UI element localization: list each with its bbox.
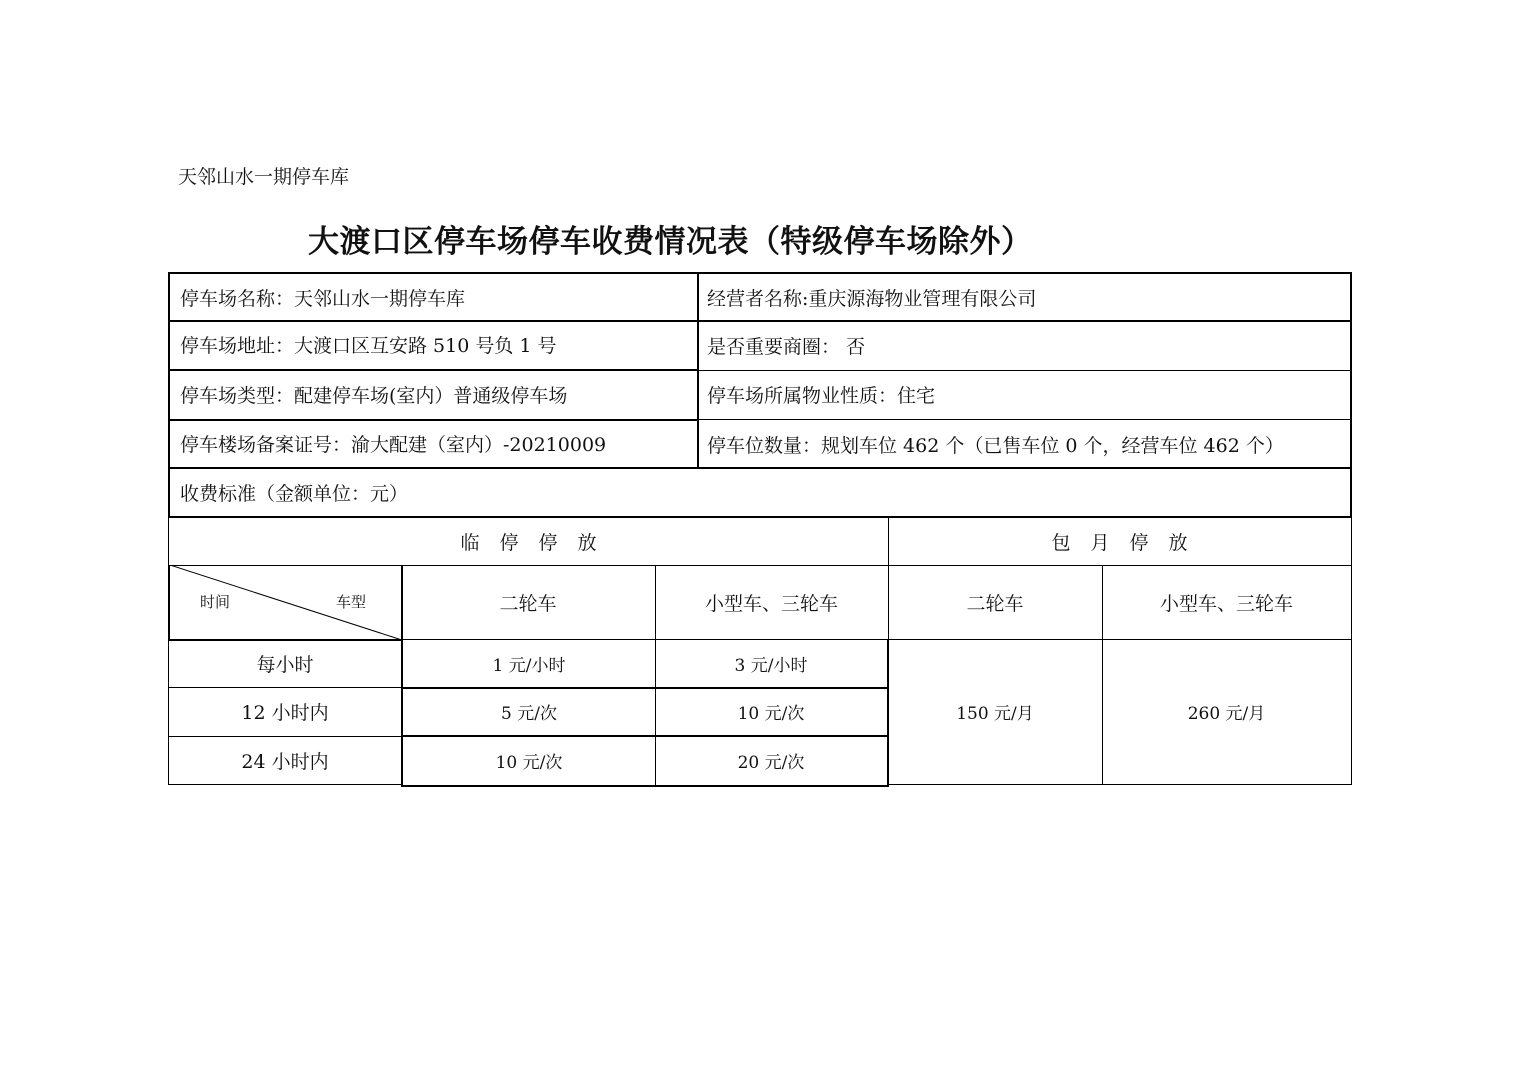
filing-number-cell: 停车楼场备案证号：渝大配建（室内）-20210009 — [168, 419, 699, 469]
row-label-24-hours: 24 小时内 — [168, 736, 402, 785]
corner-vehicle-type-label: 车型 — [336, 593, 367, 611]
monthly-header-char: 包 — [1051, 532, 1071, 554]
monthly-parking-header — [888, 518, 1352, 566]
temporary-header-char: 停 — [499, 532, 519, 554]
col-header-monthly-small-car: 小型车、三轮车 — [1102, 565, 1352, 640]
document-label: 天邻山水一期停车库 — [178, 166, 350, 188]
col-header-two-wheel: 二轮车 — [401, 565, 656, 640]
fee-standard-cell: 收费标准（金额单位：元） — [168, 467, 1352, 518]
temporary-parking-header — [168, 518, 889, 566]
corner-header-cell — [168, 565, 403, 641]
address-cell: 停车场地址：大渡口区互安路 510 号负 1 号 — [168, 320, 699, 371]
temporary-header-char: 放 — [577, 532, 597, 554]
row-label-hourly: 每小时 — [168, 639, 402, 688]
cell-12-hours-small-car: 10 元/次 — [655, 687, 889, 737]
cell-monthly-two-wheel: 150 元/月 — [888, 639, 1103, 785]
key-district-cell: 是否重要商圈： 否 — [697, 320, 1352, 371]
lot-type-cell: 停车场类型：配建停车场(室内）普通级停车场 — [168, 369, 699, 421]
cell-hourly-small-car: 3 元/小时 — [655, 639, 889, 689]
monthly-header-char: 月 — [1090, 532, 1110, 554]
cell-12-hours-two-wheel: 5 元/次 — [401, 687, 656, 737]
operator-cell: 经营者名称:重庆源海物业管理有限公司 — [697, 272, 1352, 322]
row-label-12-hours: 12 小时内 — [168, 687, 402, 737]
cell-24-hours-two-wheel: 10 元/次 — [401, 736, 656, 787]
monthly-header-char: 停 — [1129, 532, 1149, 554]
parking-spaces-cell: 停车位数量：规划车位 462 个（已售车位 0 个，经营车位 462 个） — [697, 419, 1352, 469]
col-header-small-car: 小型车、三轮车 — [655, 565, 889, 640]
cell-monthly-small-car: 260 元/月 — [1102, 639, 1352, 785]
monthly-header-char: 放 — [1168, 532, 1188, 554]
cell-hourly-two-wheel: 1 元/小时 — [401, 639, 656, 689]
temporary-header-char: 停 — [538, 532, 558, 554]
col-header-monthly-two-wheel: 二轮车 — [888, 565, 1103, 640]
cell-24-hours-small-car: 20 元/次 — [655, 736, 889, 787]
property-nature-cell: 停车场所属物业性质：住宅 — [697, 369, 1352, 420]
temporary-header-char: 临 — [460, 532, 480, 554]
lot-name-cell: 停车场名称：天邻山水一期停车库 — [168, 272, 699, 322]
page-title: 大渡口区停车场停车收费情况表（特级停车场除外） — [308, 224, 1033, 260]
corner-time-label: 时间 — [200, 593, 231, 611]
